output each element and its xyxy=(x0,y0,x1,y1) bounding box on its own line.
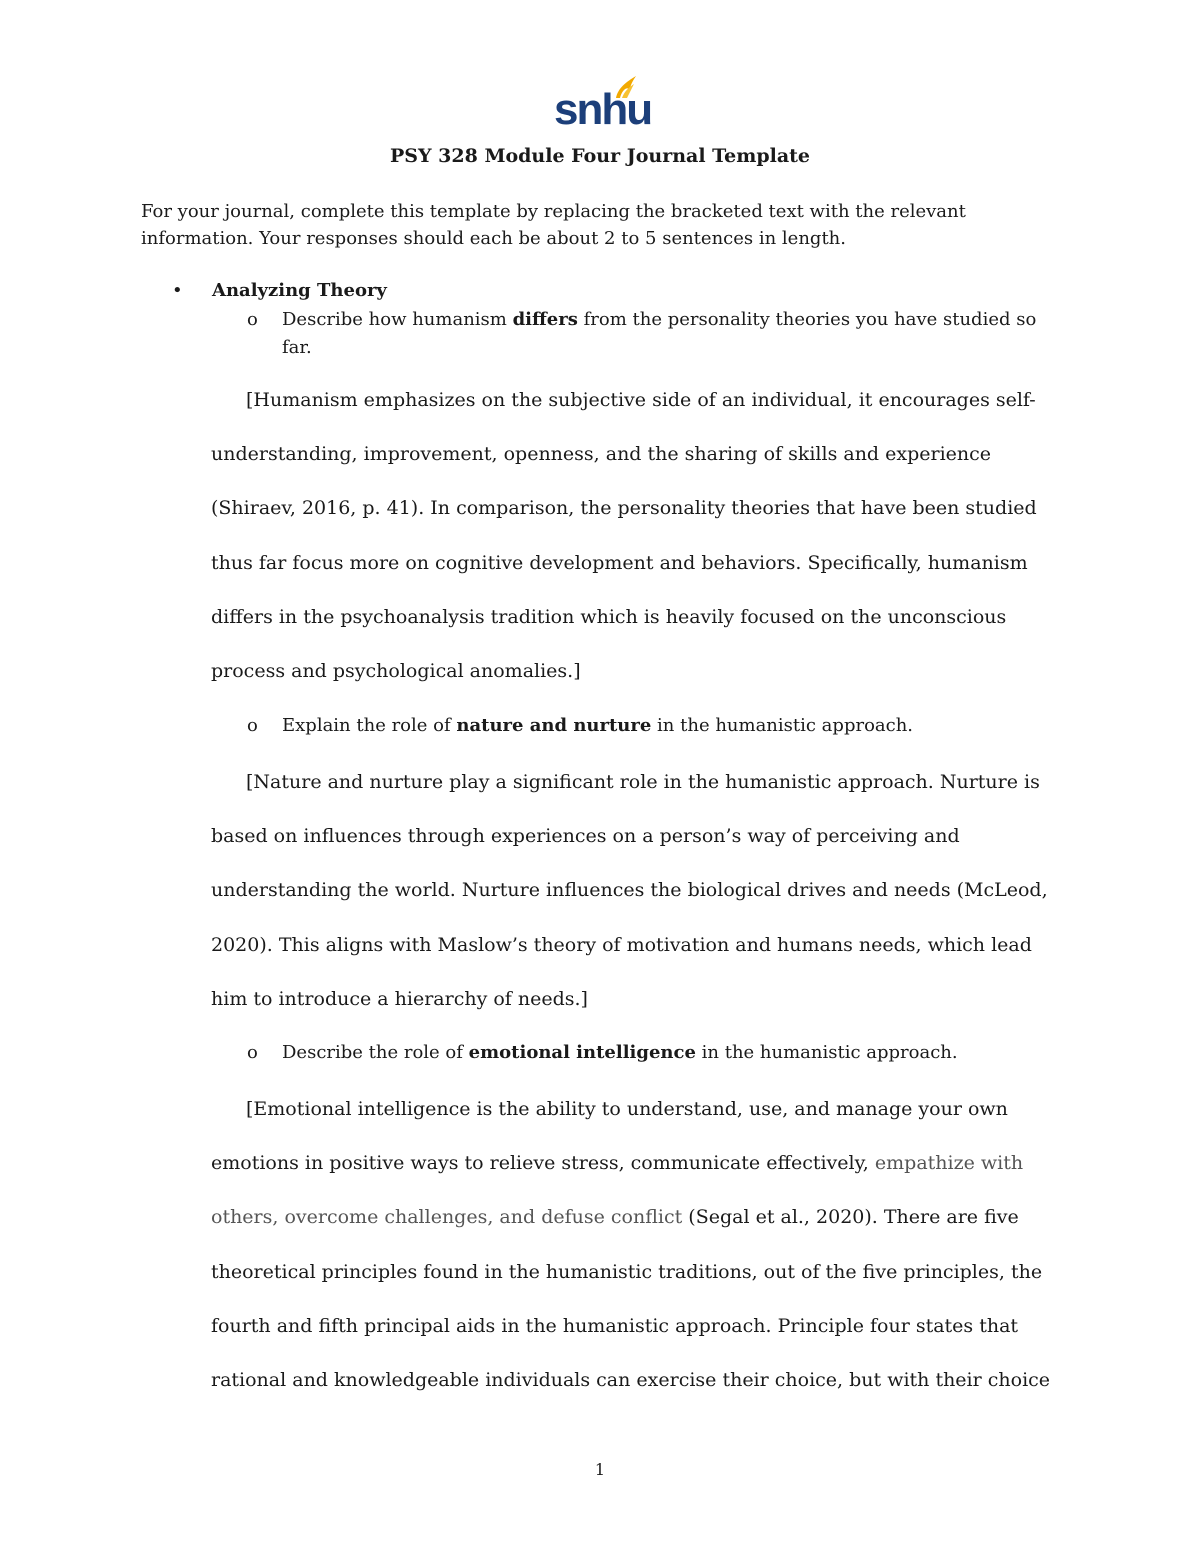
prompt-text-part: Describe the role of xyxy=(282,1042,469,1063)
section-heading: Analyzing Theory xyxy=(212,280,387,301)
answer-text: [Nature and nurture play a significant role in the humanistic approach. Nurture is based on influences through experiences on a person’s way of perceiving and understanding the world. Nurture influences the biological drives and needs (McLeod, 2020). This aligns with Maslow’s theory of motivation and humans needs, which lead him to introduce a hierarchy of needs.] xyxy=(211,771,1048,1010)
sub-bullet-marker: o xyxy=(247,715,258,736)
page-number: 1 xyxy=(594,1460,606,1479)
sub-bullet-marker: o xyxy=(247,1042,258,1063)
snhu-logo xyxy=(554,74,652,134)
prompt-text-part: Describe how humanism xyxy=(282,309,513,330)
bullet-icon: • xyxy=(172,280,183,301)
prompt-text-part: in the humanistic approach. xyxy=(695,1042,958,1063)
prompt-text xyxy=(282,712,1062,740)
prompt-emphasis: nature and nurture xyxy=(456,715,652,736)
answer-block xyxy=(211,1082,1061,1407)
prompt-text-part: in the humanistic approach. xyxy=(651,715,914,736)
answer-block xyxy=(211,755,1061,1026)
answer-quoted-text: empathize with others, overcome challenges, and defuse conflict xyxy=(211,1152,1024,1229)
prompt-text xyxy=(282,306,1062,362)
answer-text-part: [Emotional intelligence is the ability to understand, use, and manage your own emotions in positive ways to relieve stress, communicate effectively, xyxy=(211,1098,1008,1175)
prompt-text-part: from the personality theories you have studied so far. xyxy=(282,309,1037,358)
answer-text: [Humanism emphasizes on the subjective side of an individual, it encourages self-understanding, improvement, openness, and the sharing of skills and experience (Shiraev, 2016, p. 41). In comparison, the personality theories that have been studied thus far focus more on cognitive development and behaviors. Specifically, humanism differs in the psychoanalysis tradition which is heavily focused on the unconscious process and psychological anomalies.] xyxy=(211,389,1037,683)
prompt-text-part: Explain the role of xyxy=(282,715,457,736)
page-title: PSY 328 Module Four Journal Template xyxy=(389,145,811,167)
answer-text xyxy=(211,1082,1061,1407)
intro-paragraph: For your journal, complete this template by replacing the bracketed text with the relevant information. Your responses should each be about 2 to 5 sentences in length. xyxy=(141,201,966,249)
answer-block xyxy=(211,373,1061,698)
prompt-emphasis: differs xyxy=(512,309,578,330)
prompt-text xyxy=(282,1039,1062,1067)
prompt-emphasis: emotional intelligence xyxy=(468,1042,696,1063)
sub-bullet-marker: o xyxy=(247,309,258,330)
logo-wordmark: snhu xyxy=(554,85,652,134)
answer-text-part: (Segal et al., 2020). There are five theoretical principles found in the humanistic traditions, out of the five principles, the fourth and fifth principal aids in the humanistic approach. Principle four states that rational and knowledgeable individuals can exercise their choice, but with their choice xyxy=(211,1206,1051,1392)
